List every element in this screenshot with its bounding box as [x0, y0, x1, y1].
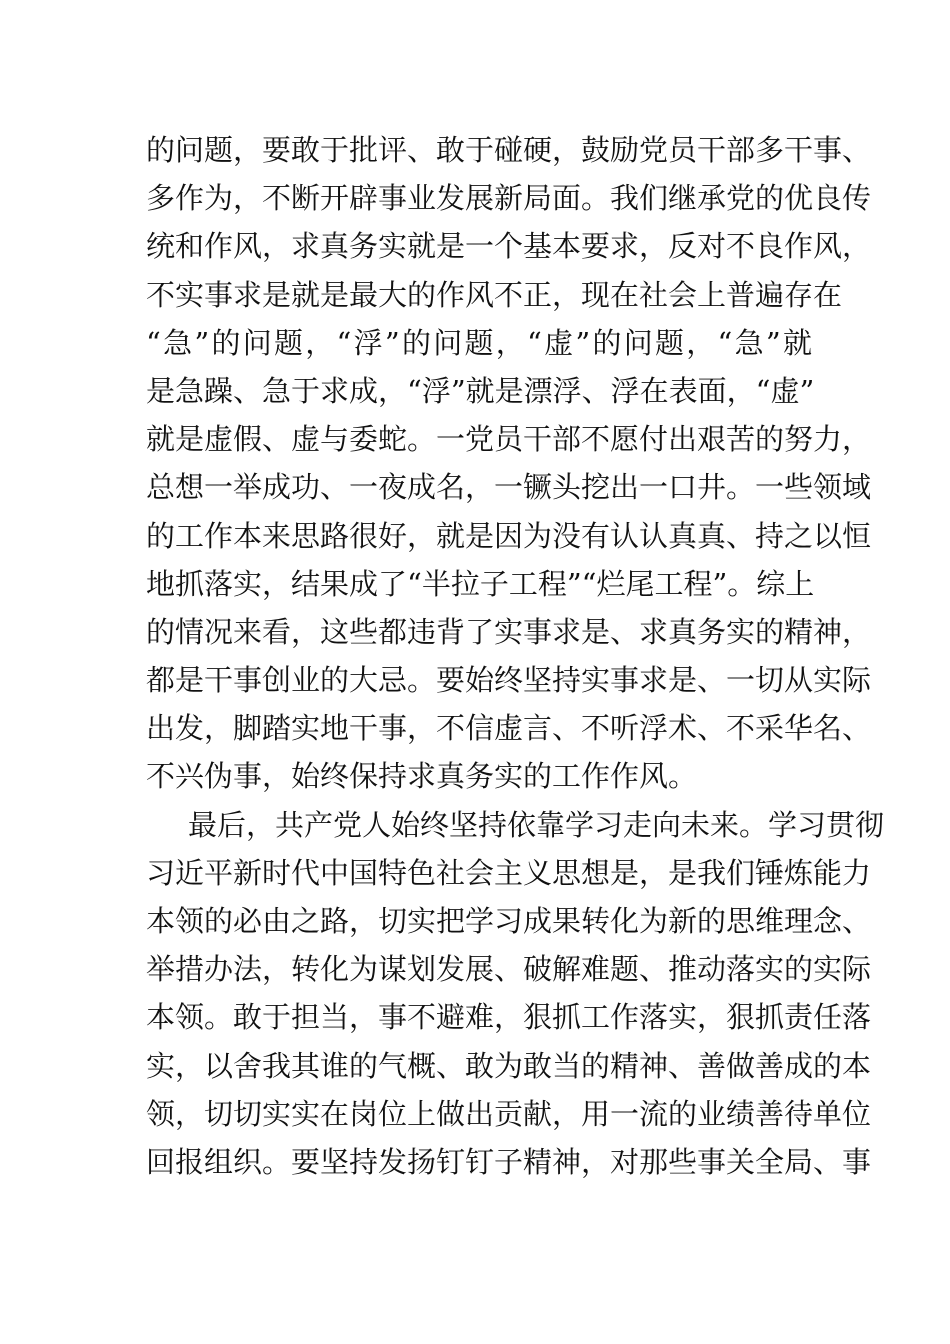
paragraph-first-line: 最后，共产党人始终坚持依靠学习走向未来。学习贯彻 — [188, 807, 885, 842]
body-text — [146, 126, 885, 1186]
text-line: 习近平新时代中国特色社会主义思想是，是我们锤炼能力 — [146, 855, 872, 890]
text-line: 出发，脚踏实地干事，不信虚言、不听浮术、不采华名、 — [146, 711, 872, 746]
text-line: 的问题，要敢于批评、敢于碰硬，鼓励党员干部多干事、 — [146, 133, 872, 167]
text-line: 的工作本来思路很好，就是因为没有认认真真、持之以恒 — [146, 518, 872, 553]
text-line: 本领的必由之路，切实把学习成果转化为新的思维理念、 — [146, 904, 872, 938]
text-line: 实，以舍我其谁的气概、敢为敢当的精神、善做善成的本 — [146, 1048, 872, 1083]
text-line: 回报组织。要坚持发扬钉钉子精神，对那些事关全局、事 — [146, 1144, 872, 1179]
text-line: 本领。敢于担当，事不避难，狠抓工作落实，狠抓责任落 — [146, 1000, 872, 1035]
text-line: 不兴伪事，始终保持求真务实的工作作风。 — [146, 759, 698, 794]
text-line: 的情况来看，这些都违背了实事求是、求真务实的精神， — [146, 614, 872, 649]
text-line: “急”的问题，“浮”的问题，“虚”的问题，“急”就 — [146, 325, 812, 360]
text-line: 是急躁、急于求成，“浮”就是漂浮、浮在表面，“虚” — [146, 373, 815, 408]
text-line: 地抓落实，结果成了“半拉子工程”“烂尾工程”。综上 — [146, 566, 815, 601]
text-line: 不实事求是就是最大的作风不正，现在社会上普遍存在 — [146, 277, 843, 312]
text-line: 多作为，不断开辟事业发展新局面。我们继承党的优良传 — [146, 181, 872, 216]
text-line: 总想一举成功、一夜成名，一镢头挖出一口井。一些领域 — [146, 470, 872, 505]
text-line: 举措办法，转化为谋划发展、破解难题、推动落实的实际 — [146, 952, 872, 987]
text-line: 就是虚假、虚与委蛇。一党员干部不愿付出艰苦的努力， — [146, 422, 872, 457]
text-line: 统和作风，求真务实就是一个基本要求，反对不良作风， — [146, 229, 872, 264]
text-line: 领，切切实实在岗位上做出贡献，用一流的业绩善待单位 — [146, 1096, 872, 1131]
text-line: 都是干事创业的大忌。要始终坚持实事求是、一切从实际 — [146, 663, 872, 698]
